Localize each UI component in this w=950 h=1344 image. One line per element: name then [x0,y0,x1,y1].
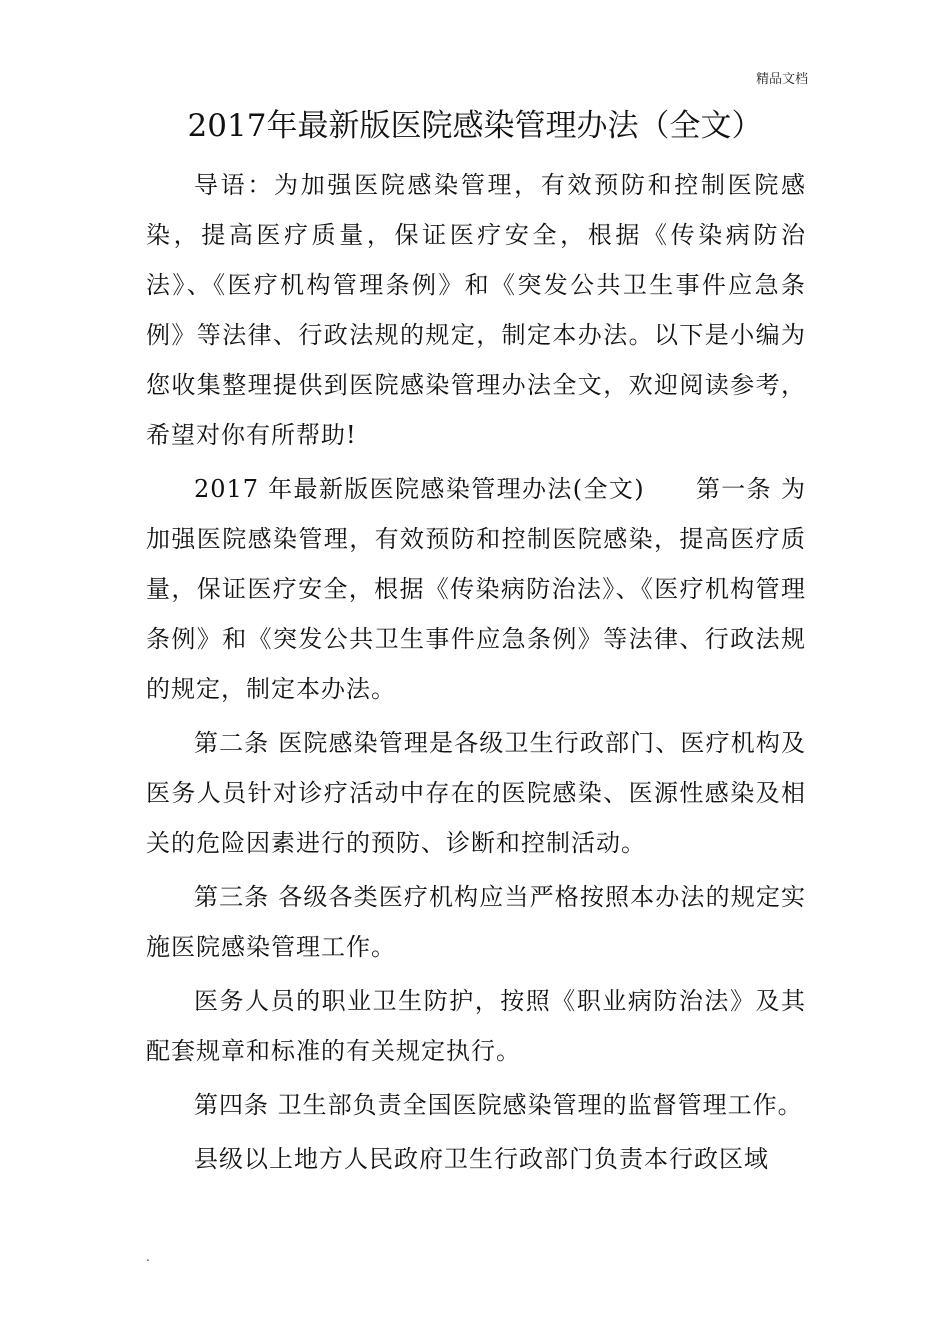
paragraph-article-2: 第二条 医院感染管理是各级卫生行政部门、医疗机构及医务人员针对诊疗活动中存在的医院感染、医源性感染及相关的危险因素进行的预防、诊断和控制活动。 [146,729,806,857]
paragraph-occupational-protection: 医务人员的职业卫生防护，按照《职业病防治法》及其配套规章和标准的有关规定执行。 [146,987,806,1065]
paragraph-article-3: 第三条 各级各类医疗机构应当严格按照本办法的规定实施医院感染管理工作。 [146,883,806,961]
header-note: 精品文档 [755,72,808,87]
paragraph-intro: 导语：为加强医院感染管理，有效预防和控制医院感染，提高医疗质量，保证医疗安全，根据《传染病防治法》、《医疗机构管理条例》和《突发公共卫生事件应急条例》等法律、行政法规的规定，制定本办法。以下是小编为您收集整理提供到医院感染管理办法全文，欢迎阅读参考，希望对你有所帮助! [146,171,806,449]
paragraph-local-responsibility: 县级以上地方人民政府卫生行政部门负责本行政区域 [194,1145,769,1173]
paragraph-article-1: 2017 年最新版医院感染管理办法(全文) 第一条 为加强医院感染管理，有效预防和控制医院感染，提高医疗质量，保证医疗安全，根据《传染病防治法》、《医疗机构管理条例》和《突发公共卫生事件应急条例》等法律、行政法规的规定，制定本办法。 [146,475,806,703]
footer-mark: . [146,1250,150,1264]
document-body [146,160,806,1188]
document-title: 2017年最新版医院感染管理办法（全文） [187,108,763,144]
paragraph-article-4: 第四条 卫生部负责全国医院感染管理的监督管理工作。 [194,1091,803,1119]
